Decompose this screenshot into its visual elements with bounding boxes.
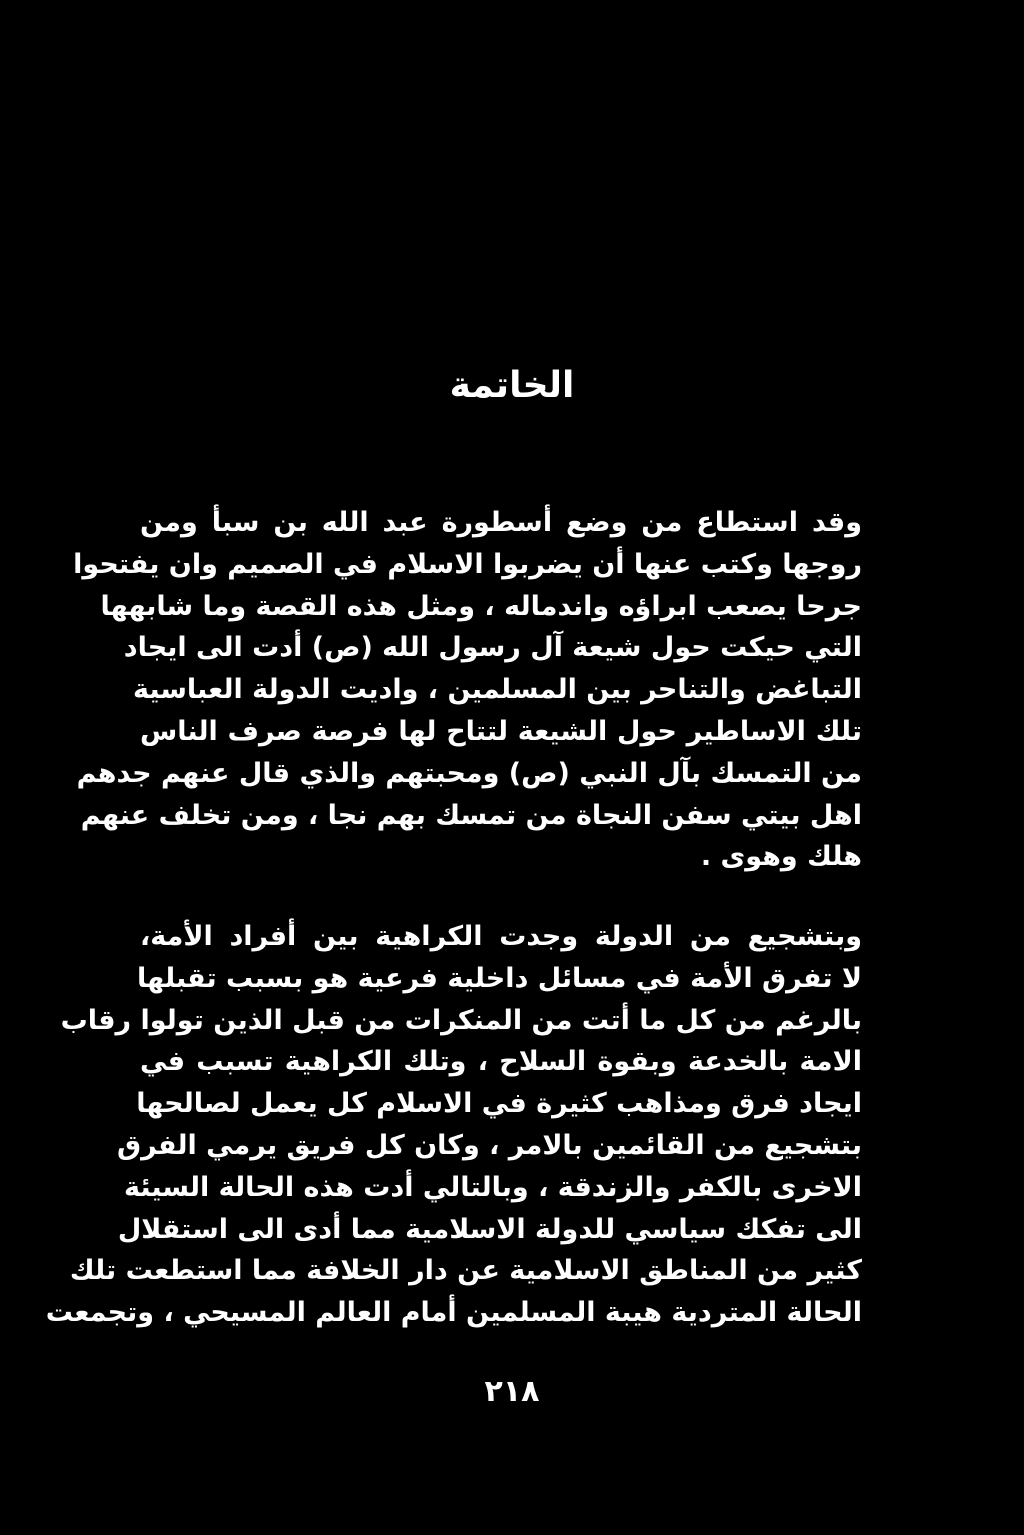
text-line: الاخرى بالكفر والزندقة ، وبالتالي أدت هذه الحالة السيئة	[123, 1171, 862, 1203]
text-line: روجها وكتب عنها أن يضربوا الاسلام في الصميم وان يفتحوا	[73, 548, 862, 580]
text-line: كثير من المناطق الاسلامية عن دار الخلافة مما استطعت تلك	[69, 1255, 862, 1287]
text-line: هلك وهوى .	[700, 841, 862, 873]
paragraph-2	[45, 916, 862, 1334]
text-line: جرحا يصعب ابراؤه واندماله ، ومثل هذه القصة وما شابهها	[100, 590, 862, 622]
text-line: لا تفرق الأمة في مسائل داخلية فرعية هو بسبب تقبلها	[137, 962, 862, 994]
text-line: من التمسك بآل النبي (ص) ومحبتهم والذي قال عنهم جدهم	[76, 757, 862, 789]
paragraph-1	[73, 502, 862, 878]
text-line: وقد استطاع من وضع أسطورة عبد الله بن سبأ ومن	[140, 507, 862, 538]
text-line: تلك الاساطير حول الشيعة لتتاح لها فرصة صرف الناس	[140, 715, 862, 747]
text-line: ايجاد فرق ومذاهب كثيرة في الاسلام كل يعمل لصالحها	[136, 1088, 862, 1120]
text-line: الى تفكك سياسي للدولة الاسلامية مما أدى الى استقلال	[117, 1213, 862, 1245]
text-line: بتشجيع من القائمين بالامر ، وكان كل فريق يرمي الفرق	[117, 1129, 862, 1161]
chapter-title: الخاتمة	[449, 365, 575, 406]
text-line: التباغض والتناحر بين المسلمين ، واديت الدولة العباسية	[132, 674, 862, 706]
text-line: اهل بيتي سفن النجاة من تمسك بهم نجا ، ومن تخلف عنهم	[80, 799, 862, 831]
text-line: الحالة المتردية هيبة المسلمين أمام العالم المسيحي ، وتجمعت	[45, 1297, 862, 1329]
text-line: وبتشجيع من الدولة وجدت الكراهية بين أفراد الأمة،	[140, 921, 862, 952]
text-line: بالرغم من كل ما أتت من المنكرات من قبل الذين تولوا رقاب	[60, 1004, 862, 1036]
text-line: التي حيكت حول شيعة آل رسول الله (ص) أدت الى ايجاد	[123, 632, 862, 664]
text-line: الامة بالخدعة وبقوة السلاح ، وتلك الكراهية تسبب في	[140, 1046, 862, 1078]
page-number: ٢١٨	[484, 1374, 540, 1409]
